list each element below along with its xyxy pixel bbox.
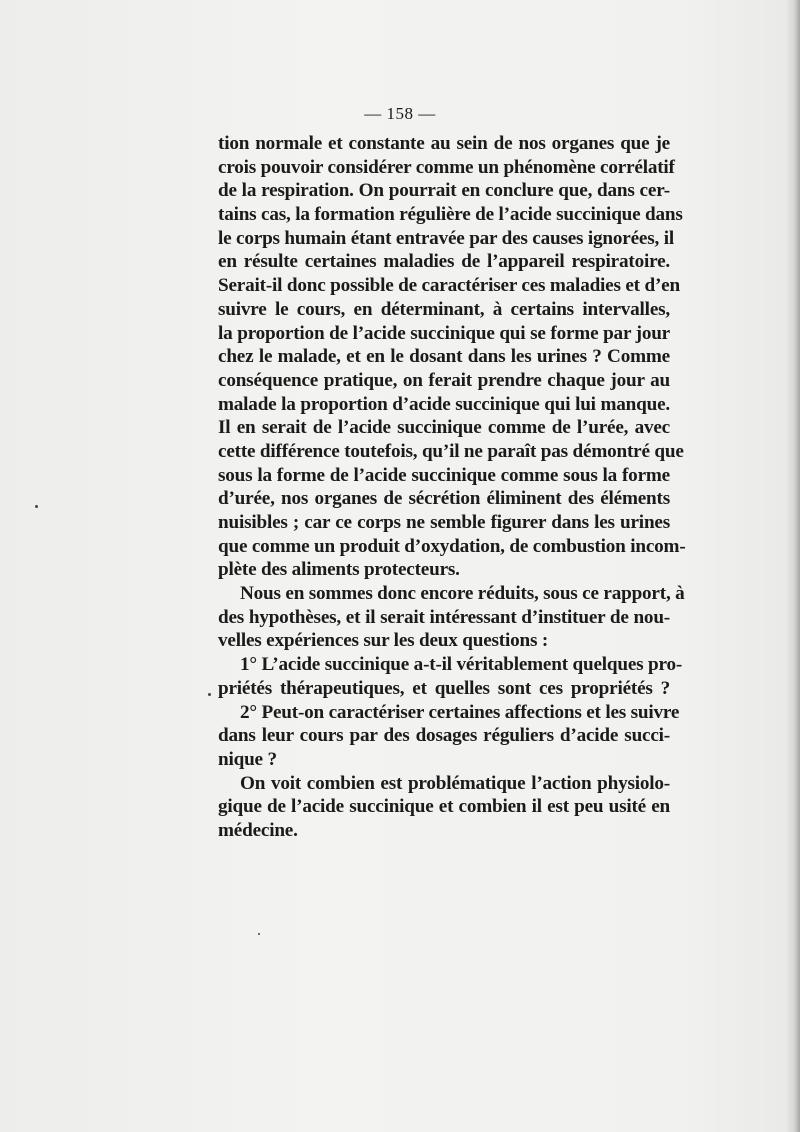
text-line: velles expériences sur les deux questions :: [218, 630, 549, 652]
text-line: que comme un produit d’oxydation, de combustion incom-: [218, 535, 686, 557]
text-line: de la respiration. On pourrait en conclure que, dans cer-: [218, 180, 670, 202]
speck-mark: [258, 933, 260, 935]
speck-mark: [35, 505, 38, 508]
text-line: suivre le cours, en déterminant, à certains intervalles,: [218, 298, 670, 320]
text-line: malade la proportion d’acide succinique qui lui manque.: [218, 393, 670, 415]
text-line: nique ?: [218, 748, 277, 770]
text-line: en résulte certaines maladies de l’appareil respiratoire.: [218, 251, 670, 273]
page-edge-shadow: [786, 0, 800, 1132]
text-line: 1° L’acide succinique a-t-il véritablement quelques pro-: [240, 654, 683, 676]
text-line: crois pouvoir considérer comme un phénomène corrélatif: [218, 156, 675, 178]
text-line: cette différence toutefois, qu’il ne paraît pas démontré que: [218, 440, 684, 462]
speck-mark: [208, 693, 211, 696]
text-line: conséquence pratique, on ferait prendre chaque jour au: [218, 369, 670, 391]
text-line: chez le malade, et en le dosant dans les urines ? Comme: [218, 346, 670, 368]
text-line: On voit combien est problématique l’action physiolo-: [240, 772, 670, 794]
text-line: dans leur cours par des dosages réguliers d’acide succi-: [218, 725, 670, 747]
text-line: tains cas, la formation régulière de l’acide succinique dans: [218, 204, 683, 226]
text-line: priétés thérapeutiques, et quelles sont ces propriétés ?: [218, 677, 670, 699]
text-line: la proportion de l’acide succinique qui se forme par jour: [218, 322, 670, 344]
text-line: médecine.: [218, 819, 298, 841]
text-line: sous la forme de l’acide succinique comme sous la forme: [218, 464, 670, 486]
page-number: — 158 —: [364, 104, 436, 123]
text-line: tion normale et constante au sein de nos organes que je: [218, 133, 670, 154]
text-line: 2° Peut-on caractériser certaines affections et les suivre: [240, 701, 680, 723]
text-line: Nous en sommes donc encore réduits, sous ce rapport, à: [240, 583, 685, 605]
text-line: le corps humain étant entravée par des causes ignorées, il: [218, 227, 674, 249]
text-line: plète des aliments protecteurs.: [218, 559, 460, 581]
text-line: d’urée, nos organes de sécrétion éliminent des éléments: [218, 488, 670, 510]
text-line: nuisibles ; car ce corps ne semble figurer dans les urines: [218, 512, 670, 533]
text-line: gique de l’acide succinique et combien il est peu usité en: [218, 796, 670, 818]
text-line: Serait-il donc possible de caractériser ces maladies et d’en: [218, 275, 680, 297]
body-text: [218, 132, 686, 843]
text-line: Il en serait de l’acide succinique comme de l’urée, avec: [218, 417, 670, 439]
text-line: des hypothèses, et il serait intéressant d’instituer de nou-: [218, 606, 670, 628]
